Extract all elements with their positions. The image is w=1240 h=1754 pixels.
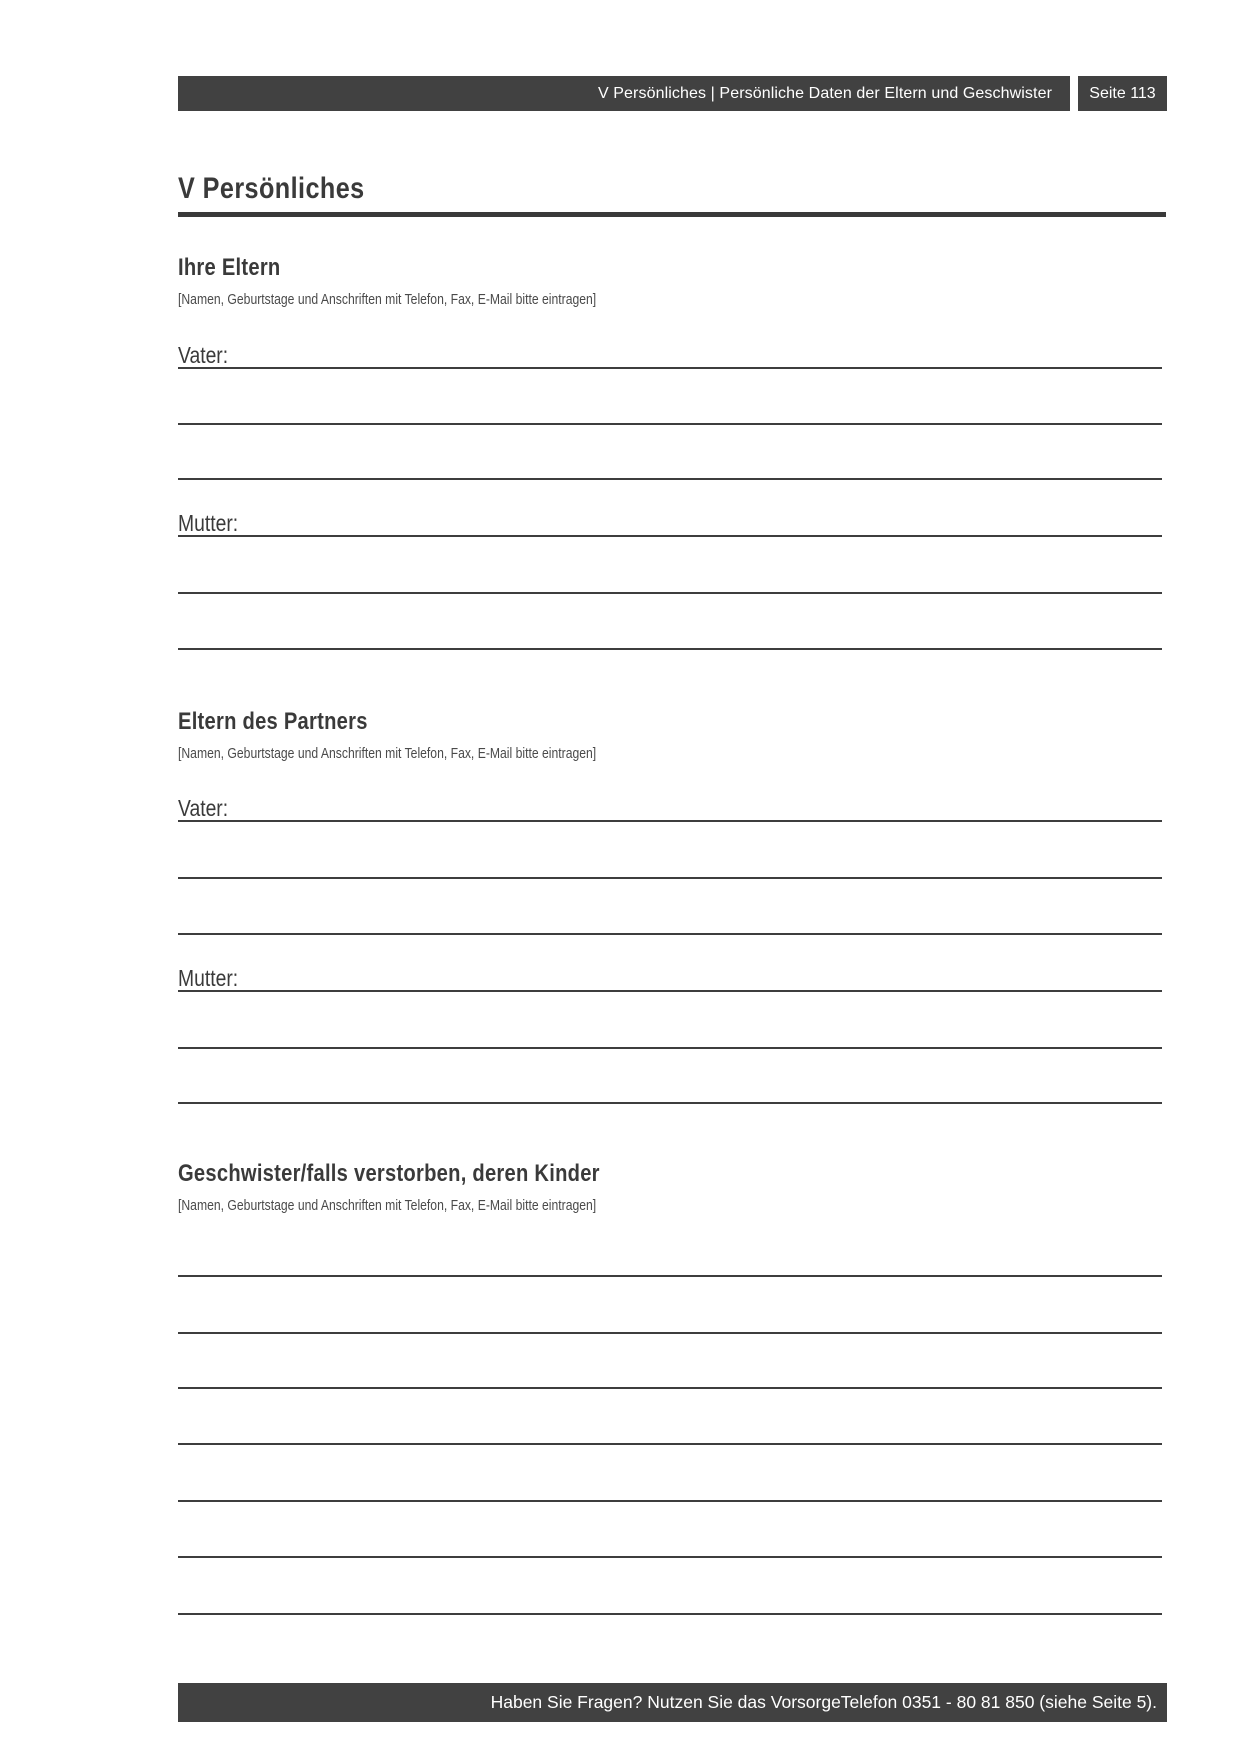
field-label-mutter: Mutter:: [178, 510, 239, 536]
writing-line: [178, 478, 1162, 480]
writing-line: [178, 1102, 1162, 1104]
writing-line: [178, 1047, 1162, 1049]
writing-line: [178, 1332, 1162, 1334]
header-breadcrumb-bar: [178, 76, 1070, 111]
field-label-vater: Vater:: [178, 795, 229, 821]
writing-line: [178, 535, 1162, 537]
footer-contact-bar: [178, 1683, 1167, 1722]
writing-line: [178, 1443, 1162, 1445]
section-heading-eltern-des-partners: Eltern des Partners: [178, 708, 368, 735]
writing-line: [178, 1275, 1162, 1277]
field-label-mutter: Mutter:: [178, 965, 239, 991]
page-number-badge: [1078, 76, 1167, 111]
writing-line: [178, 1387, 1162, 1389]
section-heading-geschwister: Geschwister/falls verstorben, deren Kinder: [178, 1160, 600, 1187]
writing-line: [178, 933, 1162, 935]
section-subtitle: [Namen, Geburtstage und Anschriften mit Telefon, Fax, E-Mail bitte eintragen]: [178, 292, 597, 308]
section-subtitle: [Namen, Geburtstage und Anschriften mit Telefon, Fax, E-Mail bitte eintragen]: [178, 746, 597, 762]
page-number-text: Seite 113: [1089, 84, 1156, 102]
writing-line: [178, 1556, 1162, 1558]
header-breadcrumb-text: V Persönliches | Persönliche Daten der Eltern und Geschwister: [597, 84, 1052, 102]
writing-line: [178, 820, 1162, 822]
writing-line: [178, 367, 1162, 369]
writing-line: [178, 990, 1162, 992]
field-label-vater: Vater:: [178, 342, 229, 368]
page-title: V Persönliches: [178, 172, 365, 205]
title-divider-rule: [178, 212, 1166, 217]
section-subtitle: [Namen, Geburtstage und Anschriften mit Telefon, Fax, E-Mail bitte eintragen]: [178, 1198, 597, 1214]
writing-line: [178, 877, 1162, 879]
writing-line: [178, 592, 1162, 594]
footer-contact-text: Haben Sie Fragen? Nutzen Sie das VorsorgeTelefon 0351 - 80 81 850 (siehe Seite 5).: [490, 1692, 1157, 1712]
writing-line: [178, 648, 1162, 650]
writing-line: [178, 423, 1162, 425]
section-heading-ihre-eltern: Ihre Eltern: [178, 254, 281, 281]
writing-line: [178, 1500, 1162, 1502]
writing-line: [178, 1613, 1162, 1615]
